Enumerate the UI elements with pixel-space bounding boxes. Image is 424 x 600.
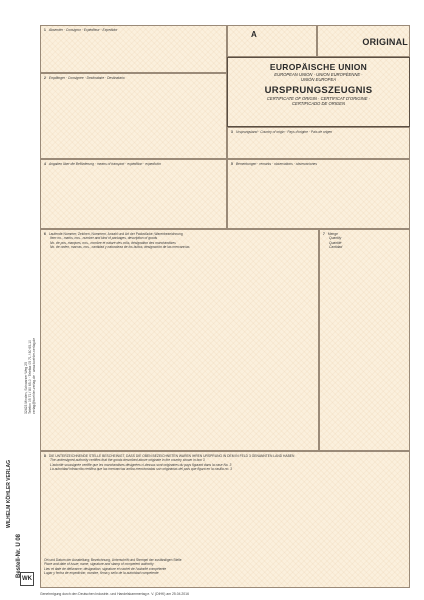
title-eu-translations: EUROPEAN UNION · UNION EUROPÉENNE · <box>274 72 363 77</box>
field-number: 4 <box>44 162 46 166</box>
certification-field[interactable] <box>40 451 410 588</box>
certification-statement-es: La autoridad infrascrita certifica que las mercancías arriba mencionadas son originarias del país que figura en la casilla no. 3 <box>50 466 232 471</box>
copy-letter-box <box>227 25 317 57</box>
field-label-en: Item no., marks, nos., number and kind of packages, description of goods <box>50 236 158 241</box>
publisher-logo-icon: WK <box>20 572 34 586</box>
field-label: Bemerkungen · remarks · observations · observaciones <box>235 162 318 166</box>
field-label-fr: No. de pos, marques, nos., nombre et nature des colis, désignation des marchandises <box>50 240 176 245</box>
address-line: Telefon 05 71 / 80 65-0 · Telefax 05 71 / 80 65-10 <box>28 339 33 414</box>
field-label-es: Cantidad <box>329 244 343 249</box>
field-number: 6 <box>44 232 46 236</box>
publisher-name: WILHELM KÖHLER VERLAG <box>6 459 12 528</box>
publisher-address <box>24 338 37 414</box>
field-label: Menge <box>327 232 338 236</box>
field-label: Empfänger · Consignee · Destinataire · Destinatario <box>48 76 125 80</box>
order-number: Bestell-Nr. U 08 <box>16 533 22 578</box>
field-label-es: No. de orden, marcas, nos., cantidad y naturaleza de los bultos, designación de las mercancías <box>50 244 190 249</box>
address-line: verlag@koehler-verlag.de · www.koehler-verlag.de <box>32 337 37 414</box>
consignee-field[interactable] <box>40 73 227 159</box>
goods-description-field[interactable] <box>40 229 319 451</box>
title-eu-translations-2: UNIÓN EUROPEA <box>300 77 337 82</box>
original-label: ORIGINAL <box>362 37 408 47</box>
signature-label-fr: Lieu et date de délivrance; désignation, signature et cachet de l'autorité compétente <box>44 566 167 571</box>
remarks-field[interactable] <box>227 159 410 229</box>
field-label-en: Quantity <box>329 236 342 241</box>
title-certificate-translations: CERTIFICATE OF ORIGIN · CERTIFICAT D'ORIGINE · <box>266 96 371 101</box>
title-block <box>227 57 410 127</box>
field-number: 2 <box>44 76 46 80</box>
quantity-field[interactable] <box>319 229 410 451</box>
field-label-fr: Quantité <box>329 240 342 245</box>
address-line: 32423 Minden, Schwarzer Weg 25 <box>24 362 28 414</box>
consignor-field[interactable] <box>40 25 227 73</box>
field-label: Angaben über die Beförderung · means of transport · expédition · expedición <box>48 162 162 166</box>
country-of-origin-field[interactable] <box>227 127 410 159</box>
certification-statement: DIE UNTERZEICHNENDE STELLE BESCHEINIGT, DASS DIE OBEN BEZEICHNETEN WAREN IHREN URSPRUNG IN DEM IN FELD 3 GENANNTEN LAND HABEN <box>48 454 295 458</box>
field-number: 3 <box>231 130 233 134</box>
copy-letter: A <box>251 30 257 39</box>
title-eu: EUROPÄISCHE UNION <box>269 62 368 72</box>
approval-footer: Genehmigung durch den Deutschen Industrie- und Handelskammertag e. V. (DIHK) am 25.04.2016 <box>40 592 189 596</box>
field-number: 5 <box>231 162 233 166</box>
field-label: Absender · Consignor · Expéditeur · Expedidor <box>48 28 118 32</box>
field-label: Ursprungsland · Country of origin · Pays d'origine · País de origen <box>235 130 333 134</box>
certification-statement-en: The undersigned authority certifies that the goods described above originate in the country shown in box 3 <box>50 458 205 463</box>
title-certificate: URSPRUNGSZEUGNIS <box>264 85 373 96</box>
field-label: Laufende Nummer; Zeichen, Nummern, Anzahl und Art der Packstücke; Warenbezeichnung <box>48 232 183 236</box>
signature-label-es: Lugar y fecha de expedición; nombre, firma y sello de la autoridad competente <box>44 570 159 575</box>
field-number: 1 <box>44 28 46 32</box>
certification-statement-fr: L'autorité soussignée certifie que les marchandises désignées ci-dessus sont originaires du pays figurant dans la case No. 3 <box>50 462 232 467</box>
title-certificate-translations-2: CERTIFICADO DE ORIGEN <box>292 101 345 106</box>
transport-field[interactable] <box>40 159 227 229</box>
signature-label: Ort und Datum der Ausstellung; Bezeichnung, Unterschrift und Stempel der zuständigen Stelle <box>44 558 182 562</box>
field-number: 7 <box>323 232 325 236</box>
signature-label-en: Place and date of issue; name, signature and stamp of competent authority <box>44 562 154 567</box>
field-number: 8 <box>44 454 46 458</box>
